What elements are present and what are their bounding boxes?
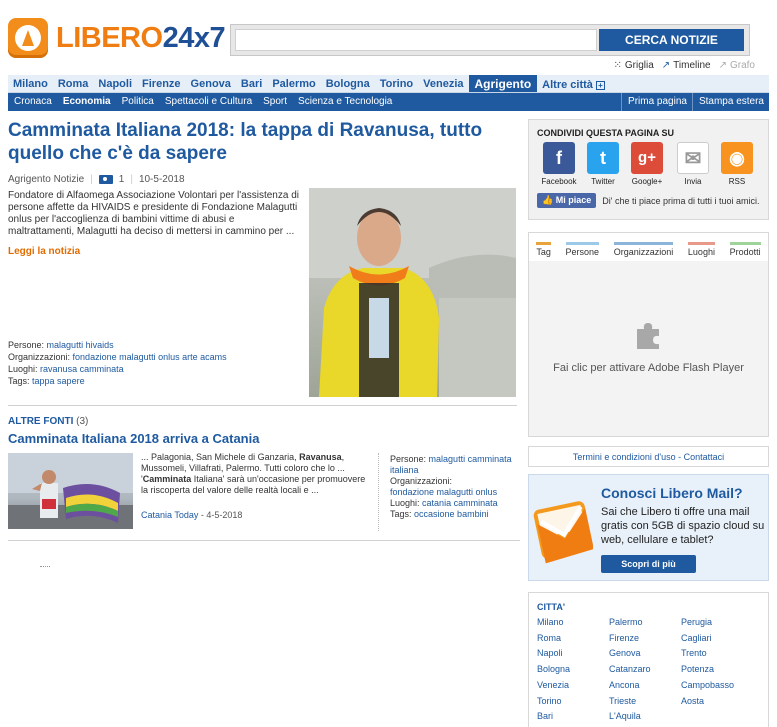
- city-tab-firenze[interactable]: Firenze: [142, 78, 181, 90]
- envelope-illustration-icon: [533, 489, 593, 569]
- terms-link[interactable]: Termini e condizioni d'uso: [572, 452, 676, 462]
- rss-icon: ◉: [721, 142, 753, 174]
- logo-suffix: 24x7: [162, 21, 226, 54]
- tag-organizzazioni[interactable]: fondazione malagutti onlus arte acams: [72, 352, 227, 362]
- other-source-meta: Catania Today - 4-5-2018: [141, 510, 243, 520]
- city-link[interactable]: Trento: [681, 648, 707, 659]
- city-tab-roma[interactable]: Roma: [57, 78, 89, 90]
- share-box: [528, 119, 769, 220]
- city-tab-torino[interactable]: Torino: [379, 78, 414, 90]
- libero-logo[interactable]: [8, 18, 225, 58]
- mail-promo-title: Conosci Libero Mail?: [601, 485, 743, 501]
- city-tab-palermo[interactable]: Palermo: [272, 78, 316, 90]
- tag-cloud-box: [528, 232, 769, 437]
- expand-icon: +: [596, 81, 605, 90]
- other-sources-header: ALTRE FONTI (3): [8, 416, 89, 427]
- city-tab-napoli[interactable]: Napoli: [98, 78, 133, 90]
- city-link[interactable]: Roma: [537, 632, 562, 643]
- city-link[interactable]: Catanzaro: [609, 664, 651, 675]
- city-link[interactable]: Genova: [609, 648, 641, 659]
- city-tab-genova[interactable]: Genova: [190, 78, 231, 90]
- city-list-title: CITTA': [537, 602, 565, 612]
- tab-luoghi[interactable]: Luoghi: [688, 242, 715, 261]
- like-button[interactable]: 👍 Mi piace: [537, 193, 596, 208]
- tag-tags-2[interactable]: occasione bambini: [414, 509, 489, 519]
- search-input[interactable]: [235, 29, 597, 51]
- cat-sport[interactable]: Sport: [263, 96, 288, 107]
- city-tab-venezia[interactable]: Venezia: [423, 78, 464, 90]
- city-link[interactable]: Potenza: [681, 664, 715, 675]
- cat-politica[interactable]: Politica: [121, 96, 154, 107]
- city-link[interactable]: Bologna: [537, 664, 571, 675]
- facebook-like: [537, 193, 760, 208]
- cat-spettacoli-cultura[interactable]: Spettacoli e Cultura: [164, 96, 253, 107]
- other-source-tags: Persone: malagutti camminata italiana Organizzazioni: fondazione malagutti onlus Luoghi: catania camminata Tags: occasione bambini: [390, 454, 512, 519]
- tag-organizzazioni-2[interactable]: fondazione malagutti onlus: [390, 487, 498, 497]
- other-source-title[interactable]: Camminata Italiana 2018 arriva a Catania: [8, 431, 260, 446]
- article-tags: Persone: malagutti hivaids Organizzazioni: fondazione malagutti onlus arte acams Luoghi: ravanusa camminata Tags: tappa sapere: [8, 340, 227, 386]
- city-link[interactable]: Firenze: [609, 632, 640, 643]
- article-date: 10-5-2018: [138, 174, 185, 185]
- view-graph: ↗ Grafo: [718, 60, 755, 71]
- city-tab-milano[interactable]: Milano: [13, 78, 48, 90]
- timeline-icon: ↗: [661, 60, 671, 71]
- stampa-estera-link[interactable]: Stampa estera: [692, 93, 769, 111]
- city-link[interactable]: Bari: [537, 711, 554, 722]
- city-link[interactable]: Milano: [537, 617, 564, 627]
- tag-luoghi[interactable]: ravanusa camminata: [40, 364, 124, 374]
- city-tab-bari[interactable]: Bari: [240, 78, 263, 90]
- search-button[interactable]: CERCA NOTIZIE: [599, 29, 744, 51]
- share-title: CONDIVIDI QUESTA PAGINA SU: [537, 128, 675, 138]
- logo-brand: LIBERO: [56, 21, 163, 54]
- read-more-link[interactable]: Leggi la notizia: [8, 246, 81, 257]
- share-email[interactable]: ✉ Invia: [672, 142, 714, 186]
- city-nav: [8, 75, 769, 93]
- article-photo[interactable]: [309, 188, 516, 397]
- city-link[interactable]: Torino: [537, 695, 562, 706]
- more-cities-menu[interactable]: Altre città +: [537, 75, 610, 92]
- tag-persone[interactable]: malagutti hivaids: [46, 340, 114, 350]
- article-title[interactable]: Camminata Italiana 2018: la tappa di Ravanusa, tutto quello che c'è da sapere: [8, 120, 483, 164]
- share-rss[interactable]: ◉ RSS: [716, 142, 758, 186]
- view-switcher: [613, 60, 755, 71]
- cat-scienza-tecnologia[interactable]: Scienza e Tecnologia: [298, 96, 393, 107]
- facebook-icon: f: [543, 142, 575, 174]
- divider: [8, 540, 520, 541]
- puzzle-plugin-icon[interactable]: [633, 319, 663, 349]
- city-link[interactable]: Aosta: [681, 695, 705, 706]
- tag-tabs: [529, 233, 768, 261]
- share-google-plus[interactable]: g+ Google+: [626, 142, 668, 186]
- city-list: [537, 617, 765, 723]
- article-summary: Fondatore di Alfaomega Associazione Volontari per l'assistenza di persone affette da HIVAIDS e presidente di Fondazione Malagutti onlus per l'accoglienza di bambini vittime di abusi e maltrattamenti, Malagutti ha deciso di mettersi in cammino per ...: [8, 190, 299, 237]
- footer-links: Termini e condizioni d'uso - Contattaci: [528, 446, 769, 467]
- discover-more-button[interactable]: Scopri di più: [601, 555, 696, 573]
- city-link[interactable]: L'Aquila: [609, 711, 641, 722]
- cat-economia[interactable]: Economia: [62, 96, 111, 107]
- search-bar: [230, 24, 750, 56]
- thumbs-up-icon: 👍: [542, 195, 554, 205]
- city-link[interactable]: Perugia: [681, 617, 713, 627]
- city-list-box: [528, 592, 769, 727]
- grid-icon: ⁙: [613, 60, 622, 71]
- flash-activate-text[interactable]: Fai clic per attivare Adobe Flash Player: [553, 362, 744, 374]
- camera-icon[interactable]: [99, 175, 113, 184]
- other-source-date: 4-5-2018: [206, 510, 243, 520]
- divider: [40, 566, 50, 567]
- category-nav: [8, 93, 769, 111]
- city-tab-agrigento[interactable]: Agrigento: [469, 75, 538, 92]
- other-source-summary: ... Palagonia, San Michele di Ganzaria, Ravanusa, Mussomeli, Villafrati, Palermo. Tutti coloro che lo ... 'Camminata Italiana' sarà un'occasione per promuovere la riscoperta del valore delle realtà locali e ...: [141, 452, 366, 495]
- hiker-photo-illustration: [309, 188, 516, 397]
- contact-link[interactable]: Contattaci: [683, 452, 725, 462]
- runner-flag-illustration: [8, 453, 133, 529]
- divider: [378, 453, 379, 531]
- mail-promo-text: Sai che Libero ti offre una mail gratis con 5GB di spazio cloud su web, cellulare e tablet?: [601, 506, 765, 546]
- city-link[interactable]: Campobasso: [681, 679, 735, 690]
- other-source-name[interactable]: Catania Today: [141, 510, 199, 520]
- graph-icon: ↗: [718, 60, 727, 71]
- divider: [8, 405, 517, 406]
- view-timeline[interactable]: ↗ Timeline: [661, 60, 711, 71]
- like-text: Di' che ti piace prima di tutti i tuoi amici.: [602, 195, 760, 206]
- tag-tags[interactable]: tappa sapere: [32, 376, 85, 386]
- city-link[interactable]: Cagliari: [681, 632, 712, 643]
- mail-promo: [528, 474, 769, 581]
- share-twitter[interactable]: t Twitter: [582, 142, 624, 186]
- city-link[interactable]: Venezia: [537, 679, 570, 690]
- other-source-thumbnail[interactable]: [8, 453, 133, 529]
- city-link[interactable]: Trieste: [609, 695, 637, 706]
- photo-count[interactable]: 1: [118, 174, 125, 185]
- tab-organizzazioni[interactable]: Organizzazioni: [614, 242, 674, 261]
- city-link[interactable]: Ancona: [609, 679, 640, 690]
- city-link[interactable]: Napoli: [537, 648, 563, 659]
- tab-prodotti[interactable]: Prodotti: [730, 242, 761, 261]
- article-source[interactable]: Agrigento Notizie: [8, 174, 85, 185]
- article-meta: Agrigento Notizie | 1 | 10-5-2018: [8, 174, 185, 185]
- google-plus-icon: g+: [631, 142, 663, 174]
- twitter-icon: t: [587, 142, 619, 174]
- share-facebook[interactable]: f Facebook: [538, 142, 580, 186]
- view-grid[interactable]: ⁙ Griglia: [613, 60, 654, 71]
- tab-persone[interactable]: Persone: [566, 242, 600, 261]
- cat-cronaca[interactable]: Cronaca: [14, 96, 52, 107]
- city-link[interactable]: Palermo: [609, 617, 643, 627]
- antenna-logo-icon: [8, 18, 48, 58]
- prima-pagina-link[interactable]: Prima pagina: [621, 93, 692, 111]
- tag-luoghi-2[interactable]: catania camminata: [422, 498, 498, 508]
- tab-tag[interactable]: Tag: [536, 242, 551, 261]
- city-tab-bologna[interactable]: Bologna: [325, 78, 370, 90]
- envelope-icon: ✉: [677, 142, 709, 174]
- tag-persone-2[interactable]: malagutti camminata italiana: [390, 454, 512, 475]
